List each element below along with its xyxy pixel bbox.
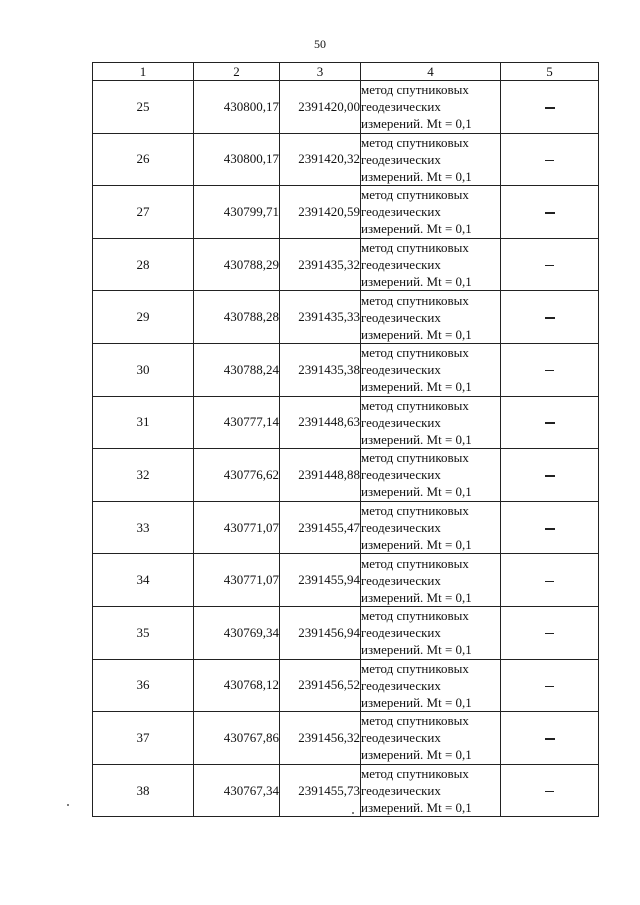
method-cell <box>361 764 501 817</box>
method-text-line: измерений. Mt = 0,1 <box>361 747 472 763</box>
method-cell <box>361 501 501 554</box>
table-body <box>93 81 599 817</box>
dash-mark <box>545 791 554 792</box>
method-text-line: геодезических <box>361 572 441 588</box>
point-number-cell: 36 <box>93 659 194 712</box>
y-coordinate-cell: 2391435,32 <box>280 238 361 291</box>
point-number-cell: 34 <box>93 554 194 607</box>
method-text-line: измерений. Mt = 0,1 <box>361 221 472 237</box>
note-cell <box>501 133 599 186</box>
column-header: 2 <box>194 63 280 81</box>
method-text-line: геодезических <box>361 677 441 693</box>
dash-mark <box>545 528 555 530</box>
method-text-line: метод спутниковых <box>361 134 469 150</box>
note-cell <box>501 712 599 765</box>
method-text-line: геодезических <box>361 257 441 273</box>
method-text-line: геодезических <box>361 99 441 115</box>
table-row <box>93 291 599 344</box>
point-number-cell: 32 <box>93 449 194 502</box>
note-cell <box>501 238 599 291</box>
note-cell <box>501 186 599 239</box>
dash-mark <box>545 212 555 214</box>
method-text-line: измерений. Mt = 0,1 <box>361 168 472 184</box>
method-text-line: геодезических <box>361 467 441 483</box>
point-number-cell: 29 <box>93 291 194 344</box>
method-text-line: метод спутниковых <box>361 187 469 203</box>
dash-mark <box>545 370 554 371</box>
method-text-line: метод спутниковых <box>361 713 469 729</box>
table-header-row <box>93 63 599 81</box>
point-number-cell: 27 <box>93 186 194 239</box>
method-text-line: метод спутниковых <box>361 240 469 256</box>
column-header: 3 <box>280 63 361 81</box>
method-text-line: геодезических <box>361 309 441 325</box>
method-text-line: измерений. Mt = 0,1 <box>361 116 472 132</box>
method-cell <box>361 606 501 659</box>
y-coordinate-cell: 2391420,00 <box>280 81 361 134</box>
table-row <box>93 81 599 134</box>
method-text-line: измерений. Mt = 0,1 <box>361 484 472 500</box>
column-header: 5 <box>501 63 599 81</box>
method-text-line: измерений. Mt = 0,1 <box>361 326 472 342</box>
dash-mark <box>545 107 555 109</box>
dash-mark <box>545 475 555 477</box>
dash-mark <box>545 265 554 266</box>
method-cell <box>361 712 501 765</box>
x-coordinate-cell: 430800,17 <box>194 81 280 134</box>
dash-mark <box>545 633 554 634</box>
column-header: 1 <box>93 63 194 81</box>
table-row <box>93 554 599 607</box>
y-coordinate-cell: 2391448,88 <box>280 449 361 502</box>
method-text-line: геодезических <box>361 362 441 378</box>
table-row <box>93 133 599 186</box>
method-text-line: геодезических <box>361 730 441 746</box>
method-cell <box>361 133 501 186</box>
method-text-line: измерений. Mt = 0,1 <box>361 800 472 816</box>
scan-speck <box>67 804 69 806</box>
method-text-line: измерений. Mt = 0,1 <box>361 379 472 395</box>
coordinates-table <box>92 62 599 817</box>
x-coordinate-cell: 430788,24 <box>194 343 280 396</box>
method-text-line: измерений. Mt = 0,1 <box>361 589 472 605</box>
method-text-line: измерений. Mt = 0,1 <box>361 431 472 447</box>
x-coordinate-cell: 430769,34 <box>194 606 280 659</box>
method-text-line: геодезических <box>361 783 441 799</box>
method-text-line: измерений. Mt = 0,1 <box>361 642 472 658</box>
column-header: 4 <box>361 63 501 81</box>
method-text-line: геодезических <box>361 520 441 536</box>
y-coordinate-cell: 2391455,94 <box>280 554 361 607</box>
method-text-line: геодезических <box>361 414 441 430</box>
table-row <box>93 238 599 291</box>
x-coordinate-cell: 430771,07 <box>194 501 280 554</box>
note-cell <box>501 343 599 396</box>
note-cell <box>501 764 599 817</box>
method-text-line: метод спутниковых <box>361 292 469 308</box>
dash-mark <box>545 686 554 687</box>
x-coordinate-cell: 430788,29 <box>194 238 280 291</box>
x-coordinate-cell: 430767,34 <box>194 764 280 817</box>
point-number-cell: 38 <box>93 764 194 817</box>
x-coordinate-cell: 430776,62 <box>194 449 280 502</box>
method-text-line: геодезических <box>361 204 441 220</box>
method-text-line: метод спутниковых <box>361 82 469 98</box>
y-coordinate-cell: 2391455,73 <box>280 764 361 817</box>
table-row <box>93 606 599 659</box>
point-number-cell: 31 <box>93 396 194 449</box>
method-cell <box>361 659 501 712</box>
table-row <box>93 712 599 765</box>
method-cell <box>361 343 501 396</box>
method-text-line: измерений. Mt = 0,1 <box>361 274 472 290</box>
dash-mark <box>545 317 555 319</box>
note-cell <box>501 554 599 607</box>
method-cell <box>361 238 501 291</box>
method-text-line: метод спутниковых <box>361 503 469 519</box>
point-number-cell: 33 <box>93 501 194 554</box>
y-coordinate-cell: 2391456,32 <box>280 712 361 765</box>
point-number-cell: 35 <box>93 606 194 659</box>
x-coordinate-cell: 430767,86 <box>194 712 280 765</box>
method-text-line: метод спутниковых <box>361 345 469 361</box>
x-coordinate-cell: 430788,28 <box>194 291 280 344</box>
method-text-line: метод спутниковых <box>361 397 469 413</box>
method-cell <box>361 449 501 502</box>
method-text-line: метод спутниковых <box>361 555 469 571</box>
note-cell <box>501 81 599 134</box>
method-cell <box>361 186 501 239</box>
x-coordinate-cell: 430777,14 <box>194 396 280 449</box>
dash-mark <box>545 160 554 161</box>
method-text-line: геодезических <box>361 625 441 641</box>
table-row <box>93 501 599 554</box>
y-coordinate-cell: 2391435,38 <box>280 343 361 396</box>
table-row <box>93 764 599 817</box>
point-number-cell: 25 <box>93 81 194 134</box>
method-cell <box>361 291 501 344</box>
y-coordinate-cell: 2391448,63 <box>280 396 361 449</box>
y-coordinate-cell: 2391456,94 <box>280 606 361 659</box>
y-coordinate-cell: 2391435,33 <box>280 291 361 344</box>
table-row <box>93 186 599 239</box>
method-text-line: метод спутниковых <box>361 660 469 676</box>
method-text-line: метод спутниковых <box>361 766 469 782</box>
method-cell <box>361 396 501 449</box>
x-coordinate-cell: 430800,17 <box>194 133 280 186</box>
dash-mark <box>545 738 555 740</box>
table-row <box>93 449 599 502</box>
dash-mark <box>545 422 555 424</box>
table-row <box>93 396 599 449</box>
method-cell <box>361 81 501 134</box>
y-coordinate-cell: 2391456,52 <box>280 659 361 712</box>
x-coordinate-cell: 430771,07 <box>194 554 280 607</box>
method-text-line: метод спутниковых <box>361 608 469 624</box>
point-number-cell: 28 <box>93 238 194 291</box>
note-cell <box>501 606 599 659</box>
method-text-line: измерений. Mt = 0,1 <box>361 537 472 553</box>
method-text-line: метод спутниковых <box>361 450 469 466</box>
note-cell <box>501 501 599 554</box>
x-coordinate-cell: 430768,12 <box>194 659 280 712</box>
note-cell <box>501 396 599 449</box>
method-text-line: измерений. Mt = 0,1 <box>361 694 472 710</box>
note-cell <box>501 291 599 344</box>
table-row <box>93 343 599 396</box>
method-text-line: геодезических <box>361 151 441 167</box>
x-coordinate-cell: 430799,71 <box>194 186 280 239</box>
y-coordinate-cell: 2391420,32 <box>280 133 361 186</box>
scan-speck <box>352 812 354 814</box>
page-number: 50 <box>314 37 326 51</box>
table-row <box>93 659 599 712</box>
dash-mark <box>545 581 554 582</box>
note-cell <box>501 659 599 712</box>
point-number-cell: 30 <box>93 343 194 396</box>
point-number-cell: 37 <box>93 712 194 765</box>
point-number-cell: 26 <box>93 133 194 186</box>
y-coordinate-cell: 2391420,59 <box>280 186 361 239</box>
method-cell <box>361 554 501 607</box>
note-cell <box>501 449 599 502</box>
y-coordinate-cell: 2391455,47 <box>280 501 361 554</box>
